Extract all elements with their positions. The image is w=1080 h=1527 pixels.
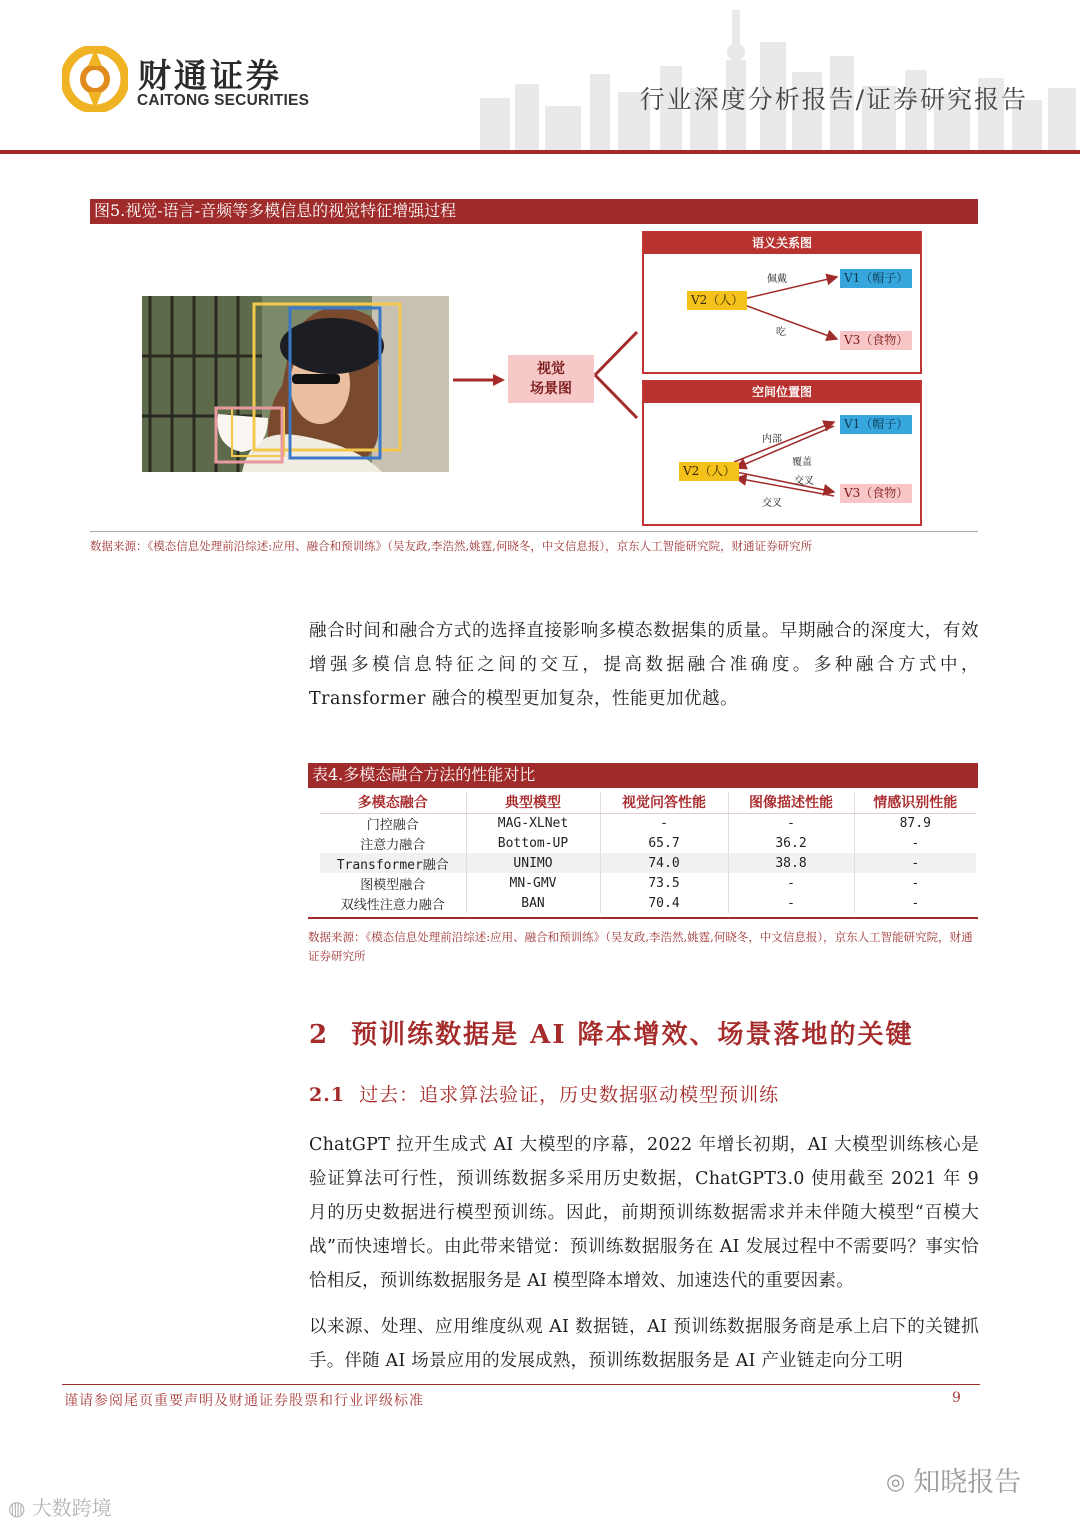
footer-disclaimer: 谨请参阅尾页重要声明及财通证券股票和行业评级标准 [64,1393,424,1409]
section-title: 预训练数据是 AI 降本增效、场景落地的关键 [351,1020,914,1050]
col-header-vqa: 视觉问答性能 [600,792,728,813]
col-header-model: 典型模型 [466,792,600,813]
cell: 门控融合 [320,813,466,833]
table-row [320,893,976,913]
watermark-left [8,1492,112,1521]
node-v3-food: V3（食物） [840,484,912,503]
edge-label-inside: 内部 [762,434,782,445]
section-heading [309,1014,914,1051]
cell: - [911,895,920,911]
cell: 双线性注意力融合 [320,893,466,913]
table-bottom-rule [308,917,978,919]
page-number: 9 [952,1390,961,1406]
table-header-row [320,792,976,813]
cell: 74.0 [600,853,728,873]
edge-label-cross-1: 交叉 [794,476,814,487]
fusion-performance-table [320,792,976,913]
weibo-icon: ◍ [8,1496,32,1520]
arrow-right-icon [453,373,505,387]
visual-scene-line-1: 视觉 [537,361,565,377]
table-title: 表4.多模态融合方法的性能对比 [308,763,978,788]
semantic-relation-graph [642,231,922,374]
brand-name-cn: 财通证券 [138,56,282,95]
edge-label-cross-2: 交叉 [762,498,782,509]
cell: 图模型融合 [320,873,466,893]
table-row [320,813,976,833]
city-skyline-background [470,0,1080,150]
edge-label-wear: 佩戴 [767,274,787,285]
cell: 70.4 [600,893,728,913]
semantic-graph-edges [644,233,920,372]
woman-drinking-photo [142,296,449,472]
subsection-title: 过去：追求算法验证，历史数据驱动模型预训练 [359,1084,780,1106]
body-paragraph-1: 融合时间和融合方式的选择直接影响多模态数据集的质量。早期融合的深度大，有效增强多模信息特征之间的交互，提高数据融合准确度。多种融合方式中，Transformer 融合的模型更加复杂，性能更加优越。 [309,621,979,709]
table-row [320,873,976,893]
figure-bottom-rule [90,531,978,532]
cell: - [728,813,854,833]
watermark-right-text: 知晓报告 [913,1467,1022,1498]
semantic-graph-title: 语义关系图 [644,233,920,254]
visual-scene-graph-node [508,355,594,403]
cell: 36.2 [728,833,854,853]
watermark-left-text: 大数跨境 [31,1496,112,1520]
subsection-heading [309,1080,779,1107]
cell: 73.5 [600,873,728,893]
cell: - [728,873,854,893]
table-row [320,853,976,873]
watermark-right [886,1460,1021,1499]
cell: Transformer融合 [320,853,466,873]
body-paragraph-3: 以来源、处理、应用维度纵观 AI 数据链，AI 预训练数据服务商是承上启下的关键抓手。伴随 AI 场景应用的发展成熟，预训练数据服务是 AI 产业链走向分工明 [309,1317,979,1371]
figure-title: 图5.视觉-语言-音频等多模信息的视觉特征增强过程 [90,199,978,224]
node-v2-person: V2（人） [679,462,739,481]
table-row [320,833,976,853]
node-v1-hat: V1（帽子） [840,269,912,288]
caitong-logo-icon [62,46,128,112]
col-header-emotion: 情感识别性能 [854,792,976,813]
report-type: 行业深度分析报告/证券研究报告 [639,85,1028,114]
visual-scene-line-2: 场景图 [530,381,572,397]
cell: BAN [466,893,600,913]
cell: - [911,835,920,851]
cell: - [728,893,854,913]
cell: UNIMO [466,853,600,873]
col-header-fusion: 多模态融合 [320,792,466,813]
header-rule [0,150,1080,154]
subsection-number: 2.1 [309,1084,346,1106]
cell: Bottom-UP [466,833,600,853]
cell: - [911,875,920,891]
spatial-position-graph [642,380,922,526]
cell: - [600,813,728,833]
node-v1-hat: V1（帽子） [840,415,912,434]
table-source: 数据来源：《模态信息处理前沿综述:应用、融合和预训练》（吴友政,李浩然,姚霆,何晓冬，中文信息报），京东人工智能研究院，财通证券研究所 [308,930,973,963]
spatial-graph-title: 空间位置图 [644,382,920,403]
col-header-caption: 图像描述性能 [728,792,854,813]
body-paragraph-2: ChatGPT 拉开生成式 AI 大模型的序幕，2022 年增长初期，AI 大模型训练核心是验证算法可行性，预训练数据多采用历史数据，ChatGPT3.0 使用截至 2021 年 9 月的历史数据进行模型预训练。因此，前期预训练数据需求并未伴随大模型“百模大战”而快速增长。由此带来错觉：预训练数据服务在 AI 发展过程中不需要吗？事实恰恰相反，预训练数据服务是 AI 模型降本增效、加速迭代的重要因素。 [309,1135,979,1291]
cell: MAG-XLNet [466,813,600,833]
edge-label-eat: 吃 [776,327,786,338]
cell: 87.9 [899,815,931,831]
wechat-icon: ◎ [886,1470,906,1495]
cell: 38.8 [728,853,854,873]
section-number: 2 [309,1020,330,1050]
cell: 65.7 [600,833,728,853]
node-v2-person: V2（人） [687,291,747,310]
page-header [0,0,1080,158]
figure-source: 数据来源：《模态信息处理前沿综述:应用、融合和预训练》（吴友政,李浩然,姚霆,何晓冬，中文信息报），京东人工智能研究院，财通证券研究所 [90,539,813,553]
node-v3-food: V3（食物） [840,331,912,350]
footer-rule [62,1384,980,1385]
branch-lines [593,330,643,420]
cell: - [854,853,976,873]
cell: 注意力融合 [320,833,466,853]
cell: MN-GMV [466,873,600,893]
brand-name-en: CAITONG SECURITIES [137,92,310,109]
edge-label-cover: 覆盖 [792,457,812,468]
